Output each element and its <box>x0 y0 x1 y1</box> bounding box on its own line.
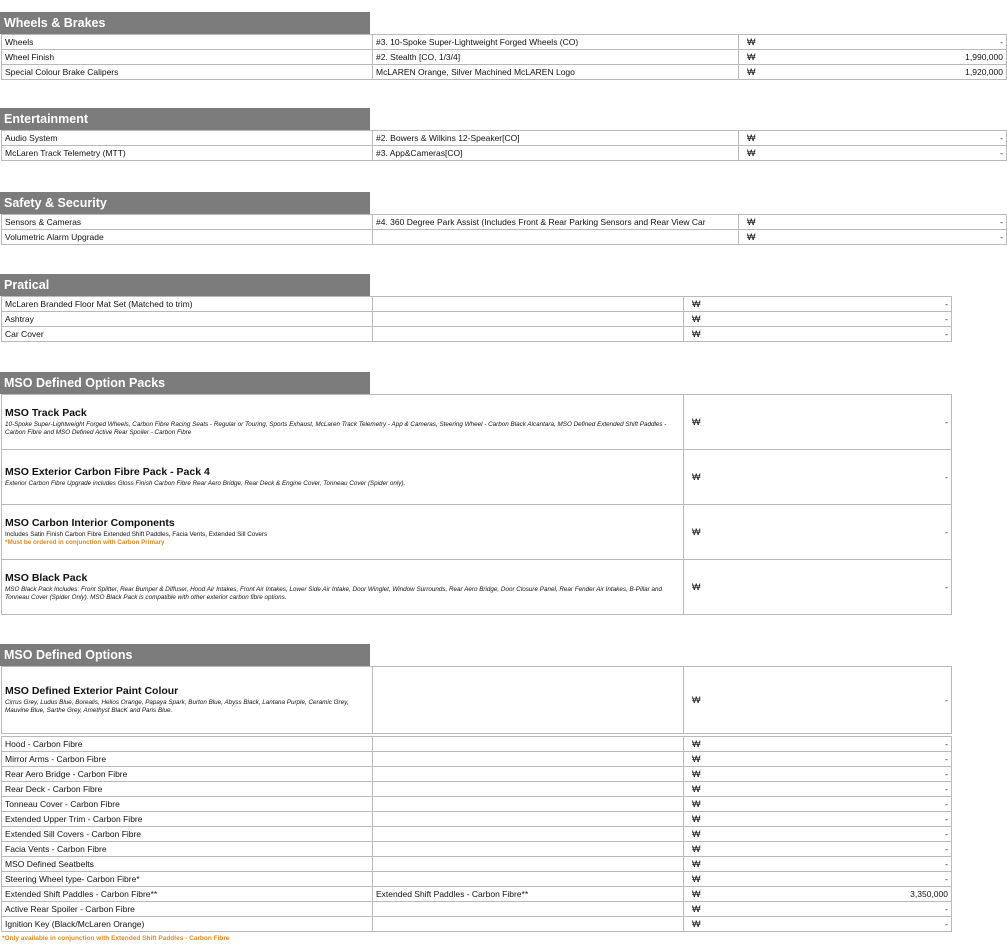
currency-symbol: ₩ <box>684 797 739 812</box>
currency-symbol: ₩ <box>684 872 739 887</box>
option-value: #2. Bowers & Wilkins 12-Speaker[CO] <box>373 131 739 146</box>
table-row <box>2 230 1007 245</box>
option-price: - <box>739 797 952 812</box>
section-header: Pratical <box>0 274 370 296</box>
option-value: Extended Shift Paddles - Carbon Fibre** <box>373 887 684 902</box>
defined-options-list <box>1 736 952 932</box>
currency-symbol: ₩ <box>684 505 739 560</box>
option-label: McLaren Track Telemetry (MTT) <box>2 146 373 161</box>
currency-symbol: ₩ <box>684 857 739 872</box>
currency-symbol: ₩ <box>684 737 739 752</box>
pack-description: MSO Black Pack Includes: Front Splitter, Rear Bumper & Diffuser, Hood Air Intakes, Front Air Intakes, Lower Side Air Intake, Door Winglet, Window Surrounds, Rear Aero Bridge, Door Closure Panel, Rear Fender Air Intakes, B-Pillar and Tonneau Cover (Spider Only). MSO Black Pack is compatible with other exterior carbon fibre options. <box>5 586 663 601</box>
table-row <box>2 737 952 752</box>
option-price: - <box>794 230 1007 245</box>
section-header: Wheels & Brakes <box>0 12 370 34</box>
section-header: MSO Defined Option Packs <box>0 372 370 394</box>
paint-price: - <box>739 667 952 734</box>
table-row <box>2 827 952 842</box>
table-row <box>2 215 1007 230</box>
paint-description: Cirrus Grey, Ludus Blue, Borealis, Helios Orange, Papaya Spark, Burton Blue, Abyss Black, Lantana Purple, Ceramic Grey, Mauvine Blue, Sarthe Grey, Amethyst BlacK and Paris Blue. <box>5 699 349 714</box>
table-row <box>2 35 1007 50</box>
option-value: #4. 360 Degree Park Assist (Includes Front & Rear Parking Sensors and Rear View Car <box>373 215 739 230</box>
option-label: MSO Defined Seatbelts <box>2 857 373 872</box>
currency-symbol: ₩ <box>684 297 739 312</box>
option-price: - <box>739 842 952 857</box>
option-price: - <box>739 917 952 932</box>
pack-row <box>2 505 952 560</box>
option-price: - <box>739 902 952 917</box>
section-header: MSO Defined Options <box>0 644 370 666</box>
table-row <box>2 146 1007 161</box>
paint-cell <box>2 667 373 734</box>
option-label: Hood - Carbon Fibre <box>2 737 373 752</box>
option-label: Rear Deck - Carbon Fibre <box>2 782 373 797</box>
pack-price: - <box>739 395 952 450</box>
option-price: - <box>794 146 1007 161</box>
table-row <box>2 782 952 797</box>
option-value <box>373 782 684 797</box>
section-header: Entertainment <box>0 108 370 130</box>
option-label: Volumetric Alarm Upgrade <box>2 230 373 245</box>
paint-title: MSO Defined Exterior Paint Colour <box>5 685 179 697</box>
practical-section <box>0 274 959 342</box>
currency-symbol: ₩ <box>684 450 739 505</box>
option-label: McLaren Branded Floor Mat Set (Matched to trim) <box>2 297 373 312</box>
currency-symbol: ₩ <box>684 902 739 917</box>
option-price: - <box>794 131 1007 146</box>
currency-symbol: ₩ <box>684 782 739 797</box>
option-value <box>373 737 684 752</box>
currency-symbol: ₩ <box>739 215 794 230</box>
pack-note: *Must be ordered in conjunction with Carbon Primary <box>5 539 165 546</box>
option-price: - <box>739 857 952 872</box>
table-row <box>2 917 952 932</box>
option-label: Extended Sill Covers - Carbon Fibre <box>2 827 373 842</box>
footnote: *Only available in conjunction with Extended Shift Paddles - Carbon Fibre <box>2 935 230 942</box>
currency-symbol: ₩ <box>739 131 794 146</box>
option-value <box>373 312 684 327</box>
table-row <box>2 752 952 767</box>
table-row <box>2 887 952 902</box>
table-row <box>2 797 952 812</box>
option-price: - <box>739 752 952 767</box>
currency-symbol: ₩ <box>684 842 739 857</box>
pack-title: MSO Exterior Carbon Fibre Pack - Pack 4 <box>5 466 210 478</box>
pack-cell <box>2 505 684 560</box>
option-packs-table <box>1 394 952 615</box>
pack-cell <box>2 450 684 505</box>
option-price: - <box>739 297 952 312</box>
currency-symbol: ₩ <box>684 767 739 782</box>
pack-price: - <box>739 505 952 560</box>
currency-symbol: ₩ <box>684 887 739 902</box>
pack-cell <box>2 560 684 615</box>
table-row <box>2 65 1007 80</box>
option-price: - <box>739 812 952 827</box>
practical-table <box>1 296 952 342</box>
option-label: Extended Upper Trim - Carbon Fibre <box>2 812 373 827</box>
option-value: #2. Stealth [CO, 1/3/4] <box>373 50 739 65</box>
option-label: Special Colour Brake Calipers <box>2 65 373 80</box>
currency-symbol: ₩ <box>739 65 794 80</box>
option-value <box>373 230 739 245</box>
table-row <box>2 872 952 887</box>
option-label: Extended Shift Paddles - Carbon Fibre** <box>2 887 373 902</box>
option-label: Ashtray <box>2 312 373 327</box>
option-price: 3,350,000 <box>739 887 952 902</box>
currency-symbol: ₩ <box>684 917 739 932</box>
entertainment-section <box>0 108 1003 161</box>
pack-cell <box>2 395 684 450</box>
option-value <box>373 827 684 842</box>
option-value <box>373 872 684 887</box>
table-row <box>2 767 952 782</box>
pack-row <box>2 450 952 505</box>
pack-row <box>2 395 952 450</box>
option-value <box>373 767 684 782</box>
currency-symbol: ₩ <box>684 752 739 767</box>
currency-symbol: ₩ <box>739 146 794 161</box>
option-label: Tonneau Cover - Carbon Fibre <box>2 797 373 812</box>
option-label: Facia Vents - Carbon Fibre <box>2 842 373 857</box>
option-value <box>373 917 684 932</box>
pack-row <box>2 560 952 615</box>
pack-price: - <box>739 450 952 505</box>
option-label: Mirror Arms - Carbon Fibre <box>2 752 373 767</box>
option-value <box>373 797 684 812</box>
defined-options-table <box>1 666 952 734</box>
table-row <box>2 902 952 917</box>
option-label: Car Cover <box>2 327 373 342</box>
table-row <box>2 131 1007 146</box>
table-row <box>2 312 952 327</box>
section-header: Safety & Security <box>0 192 370 214</box>
option-label: Rear Aero Bridge - Carbon Fibre <box>2 767 373 782</box>
currency-symbol: ₩ <box>739 35 794 50</box>
table-row <box>2 857 952 872</box>
option-price: - <box>794 215 1007 230</box>
option-value <box>373 667 684 734</box>
paint-row <box>2 667 952 734</box>
option-price: - <box>739 312 952 327</box>
option-value: #3. App&Cameras[CO] <box>373 146 739 161</box>
pack-title: MSO Black Pack <box>5 572 88 584</box>
pack-description: Includes Satin Finish Carbon Fibre Extended Shift Paddles, Facia Vents, Extended Sill Covers <box>5 531 268 538</box>
option-value <box>373 752 684 767</box>
currency-symbol: ₩ <box>684 395 739 450</box>
option-label: Sensors & Cameras <box>2 215 373 230</box>
option-price: - <box>739 872 952 887</box>
option-price: - <box>794 35 1007 50</box>
wheels-brakes-table <box>1 34 1007 80</box>
option-price: - <box>739 327 952 342</box>
currency-symbol: ₩ <box>684 812 739 827</box>
pack-price: - <box>739 560 952 615</box>
table-row <box>2 327 952 342</box>
option-label: Audio System <box>2 131 373 146</box>
currency-symbol: ₩ <box>739 230 794 245</box>
wheels-brakes-section <box>0 12 1003 80</box>
option-value: #3. 10-Spoke Super-Lightweight Forged Wheels (CO) <box>373 35 739 50</box>
safety-security-section <box>0 192 1003 245</box>
pack-description: 10-Spoke Super-Lightweight Forged Wheels, Carbon Fibre Racing Seats - Regular or Touring, Sports Exhaust, McLaren Track Telemetry - App & Cameras, Steering Wheel - Carbon Black Alcantara, MSO Defined Extended Shift Paddles - Carbon Fibre and MSO Defined Active Rear Spoiler - Carbon Fibre <box>5 421 667 436</box>
option-label: Steering Wheel type- Carbon Fibre* <box>2 872 373 887</box>
currency-symbol: ₩ <box>684 560 739 615</box>
option-value <box>373 327 684 342</box>
option-price: - <box>739 767 952 782</box>
currency-symbol: ₩ <box>739 50 794 65</box>
currency-symbol: ₩ <box>684 667 739 734</box>
pack-title: MSO Track Pack <box>5 407 87 419</box>
currency-symbol: ₩ <box>684 327 739 342</box>
option-value <box>373 857 684 872</box>
option-price: 1,990,000 <box>794 50 1007 65</box>
table-row <box>2 842 952 857</box>
option-label: Active Rear Spoiler - Carbon Fibre <box>2 902 373 917</box>
pack-title: MSO Carbon Interior Components <box>5 517 175 529</box>
pack-description: Exterior Carbon Fibre Upgrade includes Gloss Finish Carbon Fibre Rear Aero Bridge, Rear Deck & Engine Cover, Tonneau Cover (Spider only). <box>5 480 406 487</box>
defined-options-rows <box>0 736 959 932</box>
option-value <box>373 902 684 917</box>
option-value <box>373 812 684 827</box>
option-value: McLAREN Orange, Silver Machined McLAREN Logo <box>373 65 739 80</box>
option-price: - <box>739 827 952 842</box>
option-label: Ignition Key (Black/McLaren Orange) <box>2 917 373 932</box>
safety-security-table <box>1 214 1007 245</box>
option-label: Wheels <box>2 35 373 50</box>
option-price: - <box>739 737 952 752</box>
table-row <box>2 297 952 312</box>
option-price: 1,920,000 <box>794 65 1007 80</box>
table-row <box>2 812 952 827</box>
currency-symbol: ₩ <box>684 312 739 327</box>
option-label: Wheel Finish <box>2 50 373 65</box>
table-row <box>2 50 1007 65</box>
option-packs-section <box>0 372 959 615</box>
option-value <box>373 842 684 857</box>
option-price: - <box>739 782 952 797</box>
currency-symbol: ₩ <box>684 827 739 842</box>
defined-options-section <box>0 644 959 734</box>
option-value <box>373 297 684 312</box>
entertainment-table <box>1 130 1007 161</box>
